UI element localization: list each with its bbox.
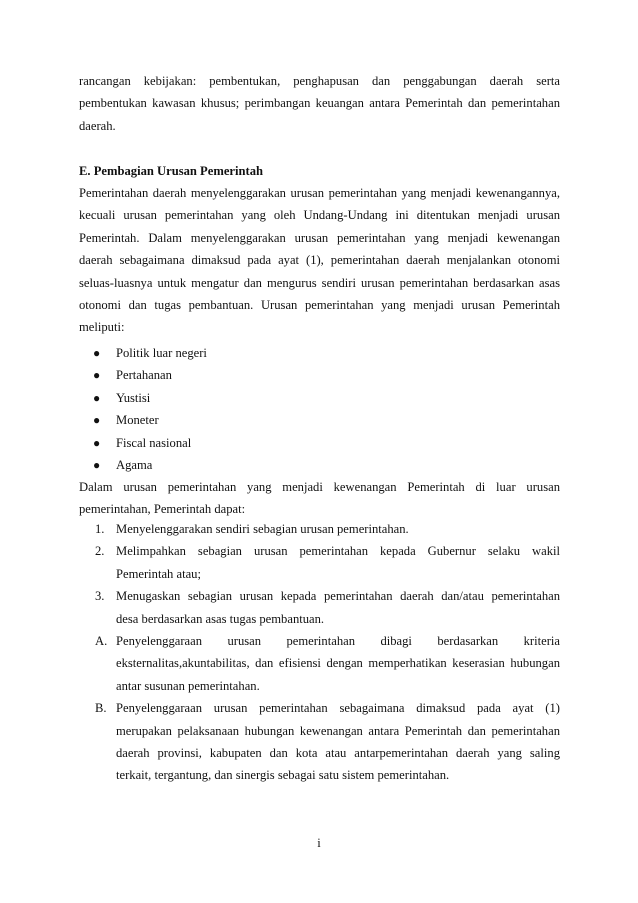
list-marker: A. [95,633,108,648]
list-item-label: Pertahanan [116,368,172,383]
list-item [95,697,560,787]
intro-paragraph [79,70,560,137]
section-heading: E. Pembagian Urusan Pemerintah [79,164,264,178]
paragraph-line-last: pemerintahan, Pemerintah dapat: [79,502,246,517]
list-item-label: Agama [116,457,153,472]
list-item-line: Penyelenggaraan urusan pemerintahan sebagaimana dimaksud pada ayat (1) [116,701,560,716]
list-item-line: daerah provinsi, kabupaten dan kota atau antarpemerintahan daerah yang saling [116,745,560,760]
list-item-line-last: terkait, tergantung, dan sinergis sebagai satu sistem pemerintahan. [116,768,450,783]
list-item [95,630,560,697]
bullet-icon: ● [93,457,101,472]
paragraph-line-last: meliputi: [79,320,125,335]
intro-line: pembentukan kawasan khusus; perimbangan keuangan antara Pemerintah dan pemerintahan [79,96,560,111]
list-item-label: Moneter [116,413,159,428]
list-item-label: Fiscal nasional [116,435,192,450]
list-marker: B. [95,701,107,716]
bullet-icon: ● [93,368,101,383]
list-item [93,409,553,431]
page-number: i [317,836,321,850]
list-item [95,518,560,540]
list-item [95,585,560,630]
list-item-line: merupakan pelaksanaan hubungan kewenangan antara Pemerintah dan pemerintahan [116,723,560,738]
list-item [93,364,553,386]
list-item [93,454,553,476]
paragraph-line: Dalam urusan pemerintahan yang menjadi kewenangan Pemerintah di luar urusan [79,480,560,494]
paragraph-line: otonomi dan tugas pembantuan. Urusan pemerintahan yang menjadi urusan Pemerintah [79,297,560,312]
bullet-list [93,342,553,476]
list-item-line-last: Pemerintah atau; [116,566,201,581]
intro-line: rancangan kebijakan: pembentukan, penghapusan dan penggabungan daerah serta [79,74,560,88]
bullet-icon: ● [93,435,101,450]
list-marker: 2. [95,544,105,559]
list-item [93,432,553,454]
list-item-line: eksternalitas,akuntabilitas, dan efisiensi dengan memperhatikan keserasian hubungan [116,656,560,671]
list-item [95,540,560,585]
section-paragraph-1 [79,182,560,339]
paragraph-line: Pemerintahan daerah menyelenggarakan urusan pemerintahan yang menjadi kewenangannya, [79,186,560,200]
paragraph-line: daerah sebagaimana dimaksud pada ayat (1), pemerintahan daerah menjalankan otonomi [79,253,560,268]
list-item-label: Politik luar negeri [116,346,207,360]
list-item [93,342,553,364]
list-item [93,387,553,409]
bullet-icon: ● [93,390,101,405]
list-item-line-last: desa berdasarkan asas tugas pembantuan. [116,611,325,626]
bullet-icon: ● [93,346,101,360]
paragraph-line: Pemerintah. Dalam menyelenggarakan urusan pemerintahan yang menjadi kewenangan [79,230,560,245]
paragraph-line: kecuali urusan pemerintahan yang oleh Undang-Undang ini ditentukan menjadi urusan [79,208,560,223]
list-item-line: Menugaskan sebagian urusan kepada pemerintahan daerah dan/atau pemerintahan [116,589,560,604]
bullet-icon: ● [93,413,101,428]
list-item-line: Penyelenggaraan urusan pemerintahan dibagi berdasarkan kriteria [116,633,560,648]
list-item-label: Yustisi [116,390,151,405]
paragraph-line: seluas-luasnya untuk mengatur dan mengurus sendiri urusan pemerintahan berdasarkan asas [79,275,560,290]
intro-line-last: daerah. [79,118,116,133]
list-item-line-last: antar susunan pemerintahan. [116,678,260,693]
section-paragraph-2 [79,476,560,521]
numbered-list [95,518,560,787]
list-marker: 1. [95,522,105,536]
list-item-line-last: Menyelenggarakan sendiri sebagian urusan pemerintahan. [116,522,409,536]
list-marker: 3. [95,589,105,604]
list-item-line: Melimpahkan sebagian urusan pemerintahan kepada Gubernur selaku wakil [116,544,560,559]
